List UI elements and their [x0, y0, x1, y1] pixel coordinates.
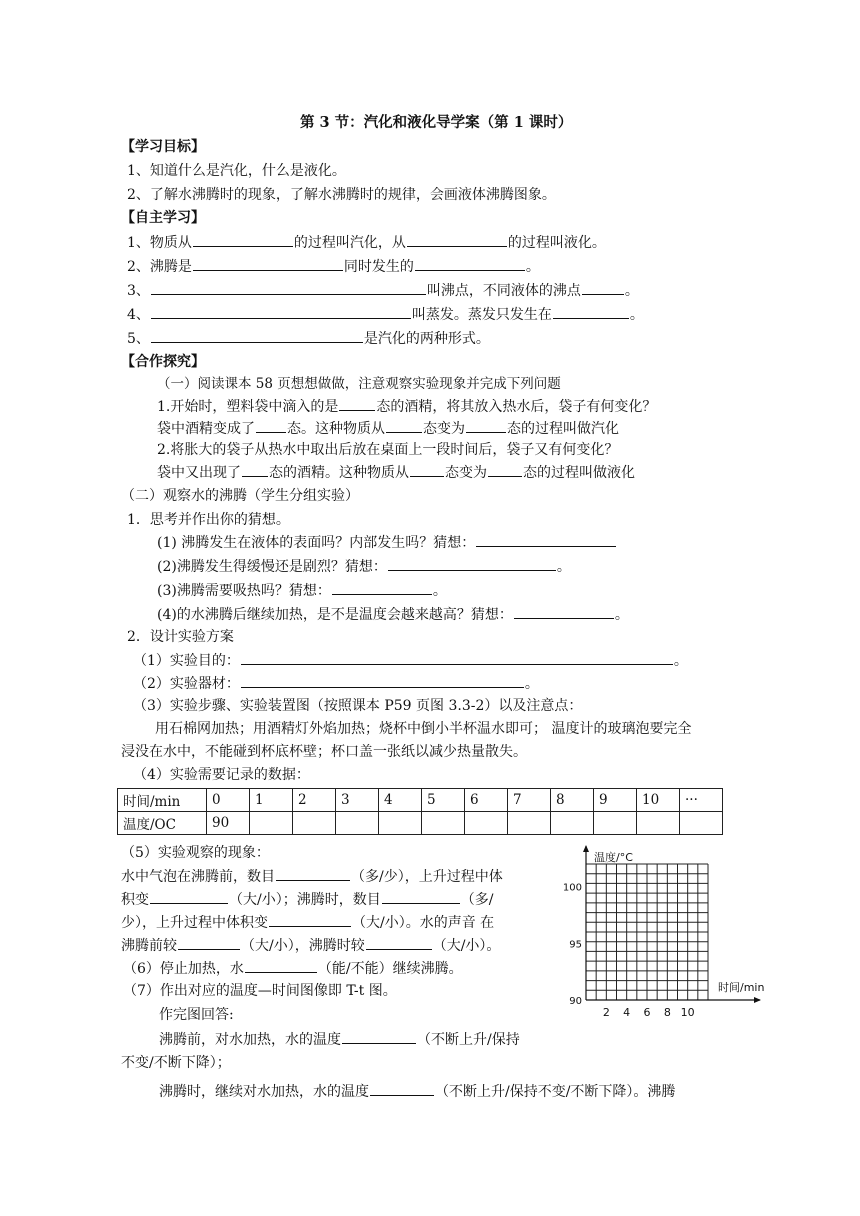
table-cell: 6 — [465, 789, 508, 812]
table-cell: 90 — [207, 812, 250, 835]
blank[interactable] — [241, 673, 524, 688]
blank[interactable] — [582, 280, 624, 295]
chart-grid — [586, 864, 708, 1000]
blank[interactable] — [242, 462, 268, 477]
answer-1: 沸腾前，对水加热，水的温度 （不断上升/保持 — [159, 1029, 520, 1050]
blank[interactable] — [386, 418, 422, 433]
x-axis-arrow — [754, 997, 761, 1003]
table-cell: 2 — [293, 789, 336, 812]
table-cell: 4 — [379, 789, 422, 812]
chart-svg — [560, 840, 820, 1040]
stop-heating: （6）停止加热，水 （能/不能）继续沸腾。 — [123, 958, 463, 979]
y-tick-label: 90 — [569, 996, 582, 1007]
observation-line-1: 水中气泡在沸腾前，数目 （多/少），上升过程中体 — [121, 866, 503, 887]
steps-line-2: 浸没在水中，不能碰到杯底杯壁；杯口盖一张纸以减少热量散失。 — [121, 744, 527, 760]
steps-line-1: 用石棉网加热；用酒精灯外焰加热；烧杯中倒小半杯温水即可； 温度计的玻璃泡要完全 — [155, 721, 692, 737]
data-record-heading: （4）实验需要记录的数据： — [133, 767, 310, 783]
table-cell: 3 — [336, 789, 379, 812]
table-cell[interactable] — [250, 812, 293, 835]
y-tick-label: 95 — [569, 939, 582, 951]
blank[interactable] — [332, 580, 432, 595]
chart-axes — [583, 845, 761, 1003]
chart-labels — [563, 850, 765, 1019]
table-row — [118, 812, 723, 835]
draw-graph-instruction: （7）作出对应的温度—时间图像即 T-t 图。 — [123, 983, 397, 999]
blank[interactable] — [151, 280, 426, 295]
guess-2: (2)沸腾发生得缓慢还是剧烈？猜想： 。 — [157, 556, 571, 577]
x-tick-label: 2 — [602, 1006, 610, 1019]
self-study-heading: 【自主学习】 — [121, 210, 205, 226]
observation-line-4: 沸腾前较 （大/小），沸腾时较 （大/小）。 — [121, 935, 500, 956]
table-cell[interactable] — [594, 812, 637, 835]
blank[interactable] — [514, 604, 614, 619]
table-cell[interactable] — [293, 812, 336, 835]
table-cell[interactable] — [637, 812, 680, 835]
blank[interactable] — [407, 232, 507, 247]
blank[interactable] — [193, 256, 343, 271]
temperature-time-chart — [560, 840, 820, 1040]
table-cell: 10 — [637, 789, 680, 812]
blank[interactable] — [256, 418, 286, 433]
table-cell: 9 — [594, 789, 637, 812]
y-axis-label: 温度/°C — [594, 851, 633, 864]
self-study-item-4: 4、 叫蒸发。蒸发只发生在 。 — [127, 304, 644, 325]
goals-heading: 【学习目标】 — [121, 139, 205, 155]
part-two-heading: （二）观察水的沸腾（学生分组实验） — [121, 488, 359, 504]
guess-3: (3)沸腾需要吸热吗？猜想： 。 — [157, 580, 447, 601]
observation-line-2: 积变 （大/小）；沸腾时，数目 （多/ — [121, 889, 493, 910]
blank[interactable] — [339, 396, 375, 411]
table-row — [118, 789, 723, 812]
question-bag-1-answer: 袋中酒精变成了 态。这种物质从 态变为 态的过程叫做汽化 — [157, 418, 619, 439]
guess-heading: 1．思考并作出你的猜想。 — [127, 512, 290, 528]
blank[interactable] — [269, 912, 351, 927]
table-cell: 5 — [422, 789, 465, 812]
table-cell: 温度/OC — [118, 812, 207, 835]
blank[interactable] — [193, 232, 293, 247]
blank[interactable] — [241, 650, 673, 665]
blank[interactable] — [476, 532, 616, 547]
observation-line-3: 少），上升过程中体积变 （大/小）。水的声音 在 — [121, 912, 494, 933]
question-bag-2: 2.将胀大的袋子从热水中取出后放在桌面上一段时间后，袋子又有何变化？ — [157, 442, 619, 458]
page-title: 第 3 节：汽化和液化导学案（第 1 课时） — [300, 114, 573, 131]
blank[interactable] — [178, 935, 240, 950]
observation-heading: （5）实验观察的现象： — [121, 845, 270, 861]
blank[interactable] — [342, 1029, 416, 1044]
answer-intro: 作完图回答: — [159, 1007, 234, 1023]
table-cell: 时间/min — [118, 789, 207, 812]
table-cell[interactable] — [680, 812, 723, 835]
table-cell: ··· — [680, 789, 723, 812]
blank[interactable] — [415, 256, 525, 271]
blank[interactable] — [382, 889, 460, 904]
y-axis-arrow — [583, 845, 589, 852]
part-one-intro: （一）阅读课本 58 页想想做做，注意观察实验现象并完成下列问题 — [157, 376, 561, 392]
design-purpose: （1）实验目的： 。 — [133, 650, 688, 671]
blank[interactable] — [553, 304, 629, 319]
x-axis-label: 时间/min — [718, 981, 765, 994]
table-cell[interactable] — [465, 812, 508, 835]
y-tick-label: 100 — [562, 882, 582, 894]
design-heading: 2．设计实验方案 — [127, 629, 234, 645]
self-study-item-1: 1、物质从 的过程叫汽化，从 的过程叫液化。 — [127, 232, 606, 253]
self-study-item-3: 3、 叫沸点，不同液体的沸点 。 — [127, 280, 639, 301]
design-equipment: （2）实验器材： 。 — [133, 673, 539, 694]
self-study-item-2: 2、沸腾是 同时发生的 。 — [127, 256, 540, 277]
blank[interactable] — [150, 889, 228, 904]
blank[interactable] — [388, 556, 556, 571]
question-bag-1: 1.开始时，塑料袋中滴入的是 态的酒精，将其放入热水后，袋子有何变化？ — [157, 396, 656, 417]
data-table — [117, 788, 723, 835]
blank[interactable] — [370, 1081, 434, 1096]
blank[interactable] — [488, 462, 522, 477]
table-cell: 8 — [551, 789, 594, 812]
blank[interactable] — [366, 935, 432, 950]
table-cell: 1 — [250, 789, 293, 812]
goal-2: 2、了解水沸腾时的现象，了解水沸腾时的规律，会画液体沸腾图象。 — [127, 187, 556, 203]
design-steps: （3）实验步骤、实验装置图（按照课本 P59 页图 3.3-2）以及注意点： — [133, 698, 583, 714]
blank[interactable] — [466, 418, 506, 433]
guess-1: (1) 沸腾发生在液体的表面吗？内部发生吗？猜想： — [157, 532, 617, 553]
goal-1: 1、知道什么是汽化，什么是液化。 — [127, 163, 346, 179]
table-cell[interactable] — [508, 812, 551, 835]
answer-1-cont: 不变/不断下降）； — [121, 1055, 231, 1071]
blank[interactable] — [151, 304, 411, 319]
table-cell: 7 — [508, 789, 551, 812]
blank[interactable] — [410, 462, 444, 477]
table-cell[interactable] — [379, 812, 422, 835]
x-tick-label: 10 — [680, 1006, 695, 1019]
x-tick-label: 4 — [623, 1006, 631, 1019]
table-cell[interactable] — [422, 812, 465, 835]
table-cell: 0 — [207, 789, 250, 812]
blank[interactable] — [151, 328, 363, 343]
table-cell[interactable] — [336, 812, 379, 835]
answer-2: 沸腾时，继续对水加热，水的温度 （不断上升/保持不变/不断下降）。沸腾 — [159, 1081, 675, 1102]
cooperation-heading: 【合作探究】 — [121, 354, 205, 370]
guess-4: (4)的水沸腾后继续加热，是不是温度会越来越高？猜想： 。 — [157, 604, 629, 625]
self-study-item-5: 5、 是汽化的两种形式。 — [127, 328, 490, 349]
x-tick-label: 6 — [643, 1006, 651, 1019]
question-bag-2-answer: 袋中又出现了 态的酒精。这种物质从 态变为 态的过程叫做液化 — [157, 462, 635, 483]
blank[interactable] — [276, 866, 350, 881]
table-cell[interactable] — [551, 812, 594, 835]
blank[interactable] — [245, 958, 317, 973]
x-tick-label: 8 — [663, 1006, 671, 1019]
